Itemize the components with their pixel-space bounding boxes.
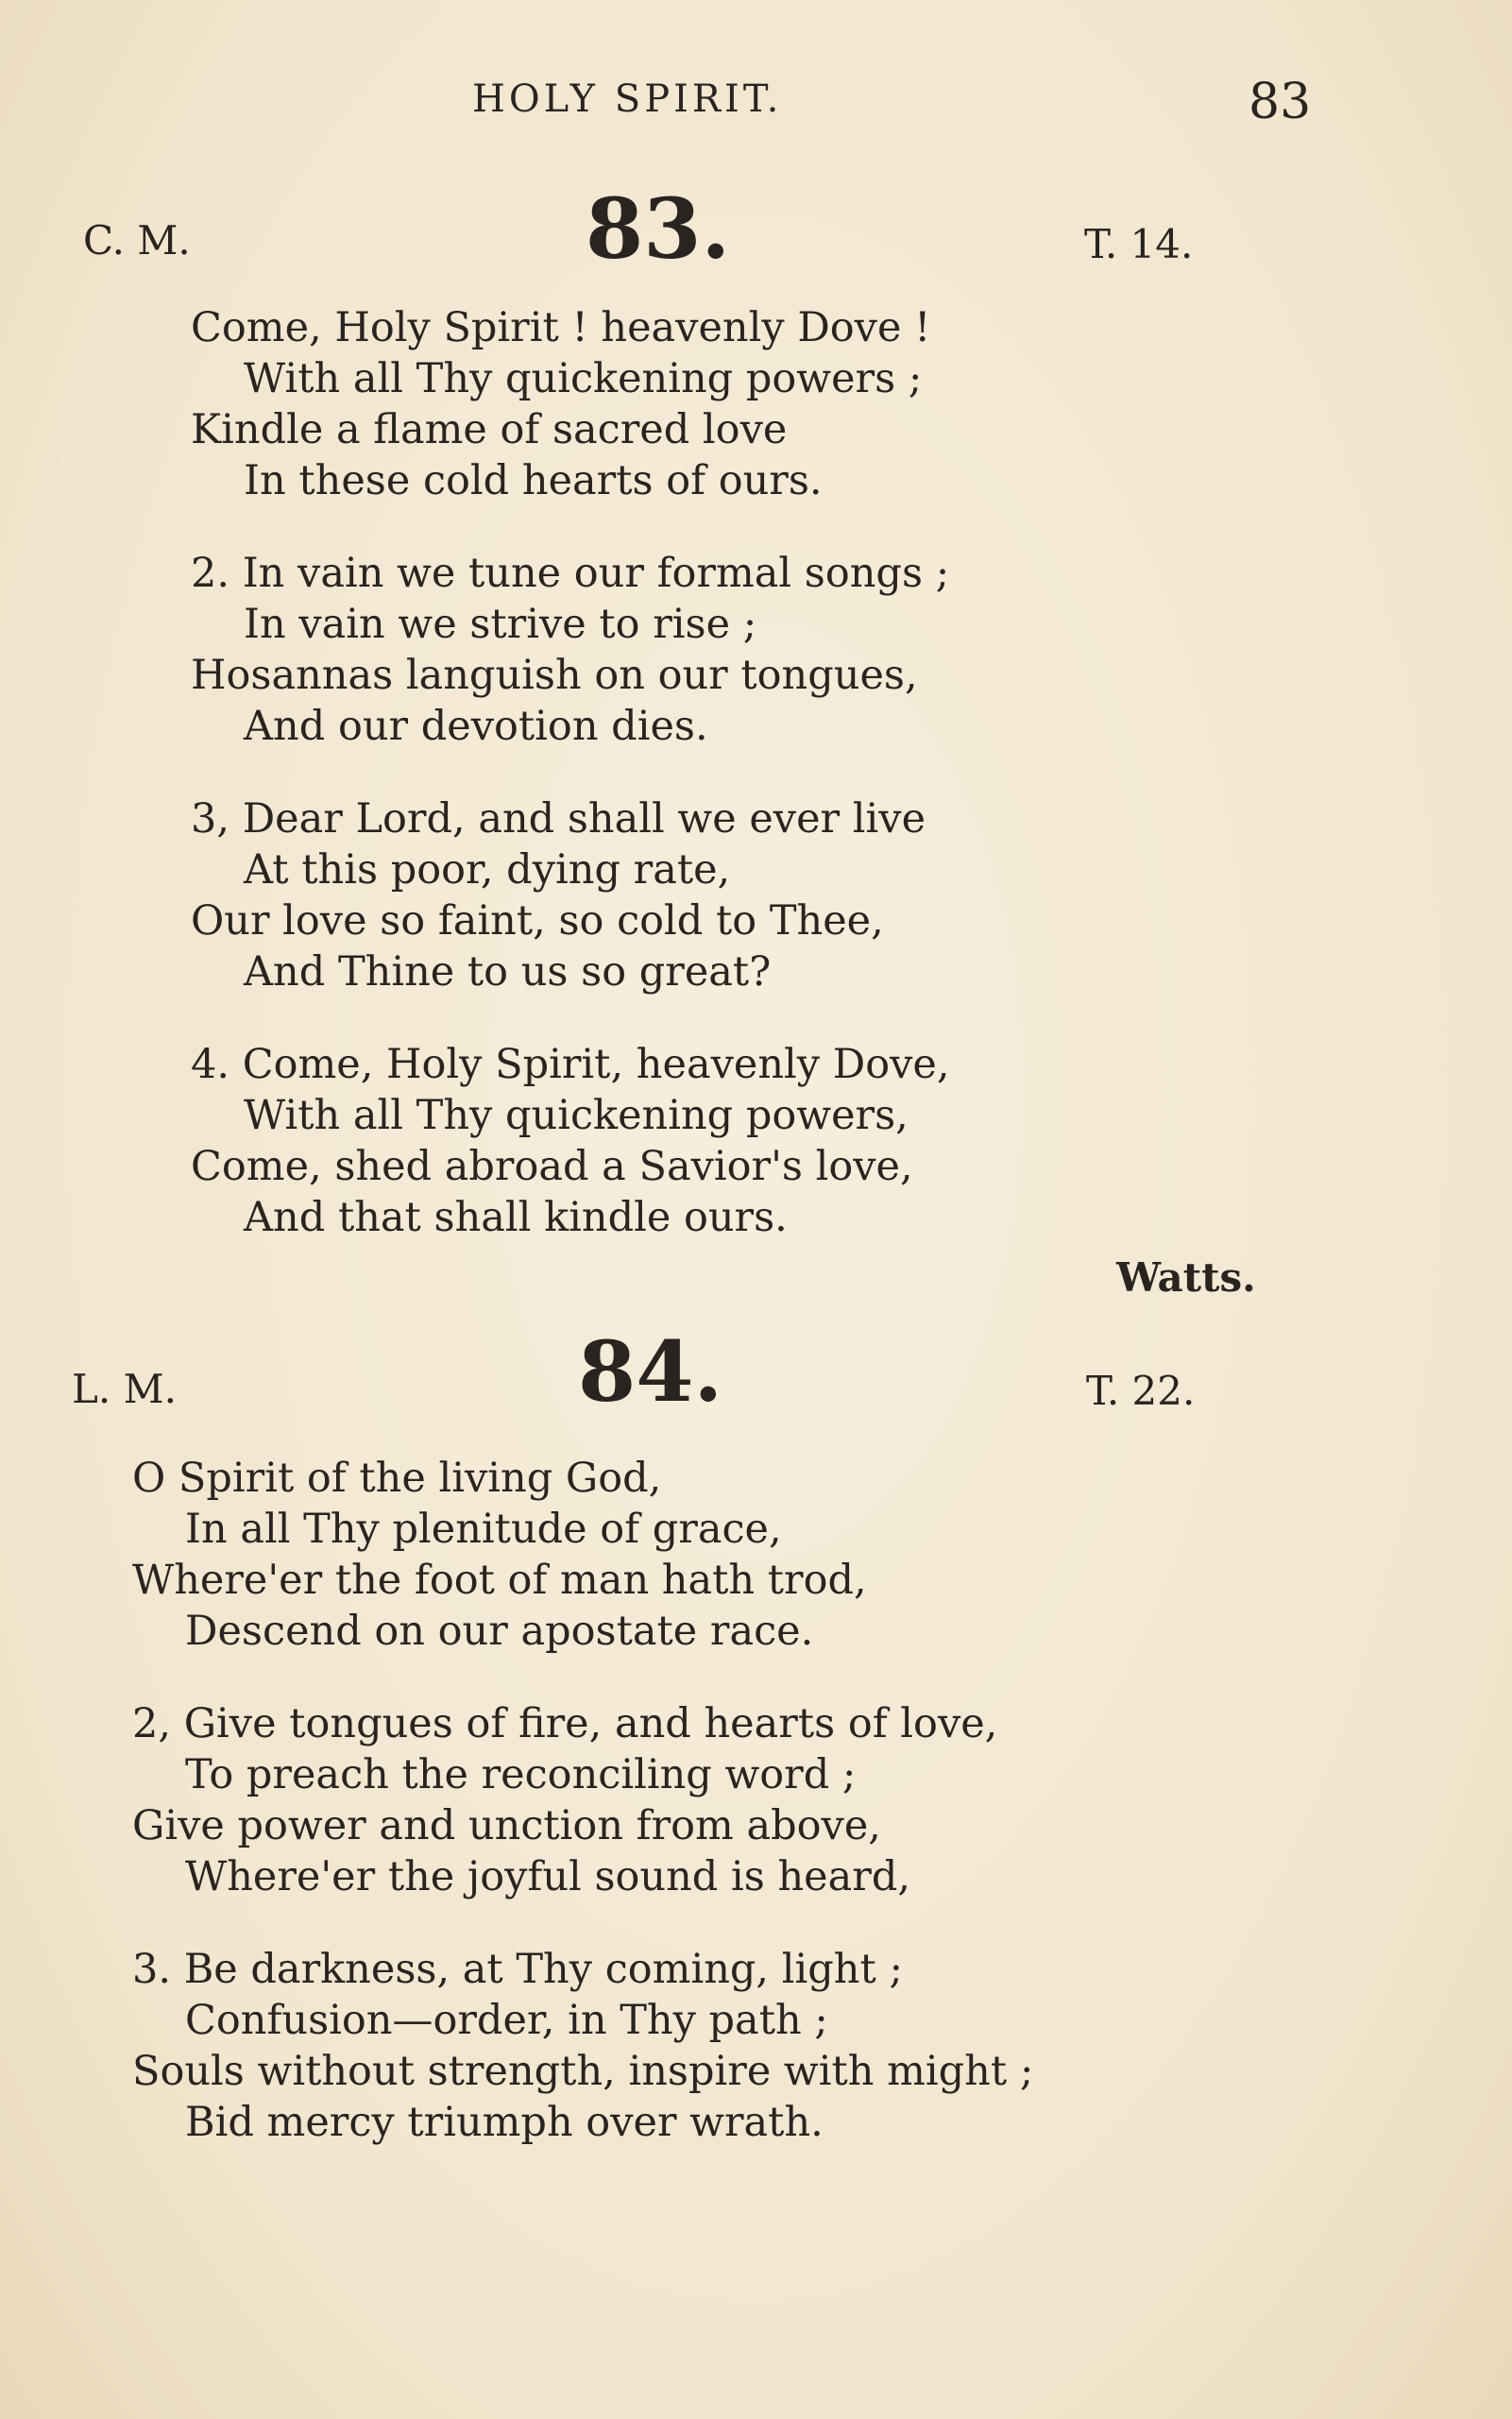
running-title: HOLY SPIRIT. [472,77,783,121]
verse-line: In vain we strive to rise ; [244,601,757,648]
verse-line: 3, Dear Lord, and shall we ever live [191,795,926,843]
verse-line: Come, shed abroad a Savior's love, [191,1143,913,1190]
hymn-author: Watts. [1116,1254,1256,1301]
verse-line: To preach the reconciling word ; [185,1751,857,1798]
verse-line: And Thine to us so great? [244,948,772,996]
verse-line: Hosannas languish on our tongues, [191,652,918,699]
verse-line: 4. Come, Holy Spirit, heavenly Dove, [191,1041,950,1088]
verse-line: Souls without strength, inspire with might ; [132,2048,1034,2095]
stanza [191,302,930,506]
stanza [132,1698,997,1902]
verse-line: 3. Be darkness, at Thy coming, light ; [132,1946,903,1993]
verse-line: With all Thy quickening powers, [244,1092,909,1139]
verse-line: Confusion—order, in Thy path ; [185,1997,828,2044]
hymn-number: 84. [578,1322,723,1421]
verse-line: Bid mercy triumph over wrath. [185,2099,824,2146]
verse-line: Come, Holy Spirit ! heavenly Dove ! [191,304,931,351]
verse-line: With all Thy quickening powers ; [244,355,923,402]
stanza [191,793,926,997]
verse-line: Give power and unction from above, [132,1802,881,1849]
hymn-number: 83. [586,179,731,278]
running-head [0,74,1512,134]
hymn-tune: T. 14. [1084,221,1194,267]
page-number: 83 [1249,74,1312,130]
hymn-tune: T. 22. [1086,1368,1196,1414]
verse-line: In these cold hearts of ours. [244,457,823,504]
verse-line: Where'er the joyful sound is heard, [185,1853,911,1900]
stanza [132,1453,867,1657]
verse-line: At this poor, dying rate, [244,846,731,894]
stanza [132,1944,1033,2148]
hymn-header [0,179,1512,283]
hymn-meter: L. M. [72,1366,177,1412]
stanza [191,548,949,752]
verse-line: Descend on our apostate race. [185,1608,814,1655]
verse-line: Kindle a flame of sacred love [191,406,788,453]
verse-line: Where'er the foot of man hath trod, [132,1557,867,1604]
hymn-header [0,1322,1512,1426]
verse-line: In all Thy plenitude of grace, [185,1506,782,1553]
hymn-meter: C. M. [83,217,191,264]
stanza [191,1039,950,1243]
verse-line: And that shall kindle ours. [244,1194,788,1241]
verse-line: Our love so faint, so cold to Thee, [191,897,884,945]
verse-line: 2, Give tongues of fire, and hearts of love, [132,1700,998,1747]
verse-line: O Spirit of the living God, [132,1455,662,1502]
verse-line: 2. In vain we tune our formal songs ; [191,550,950,597]
verse-line: And our devotion dies. [244,703,708,750]
